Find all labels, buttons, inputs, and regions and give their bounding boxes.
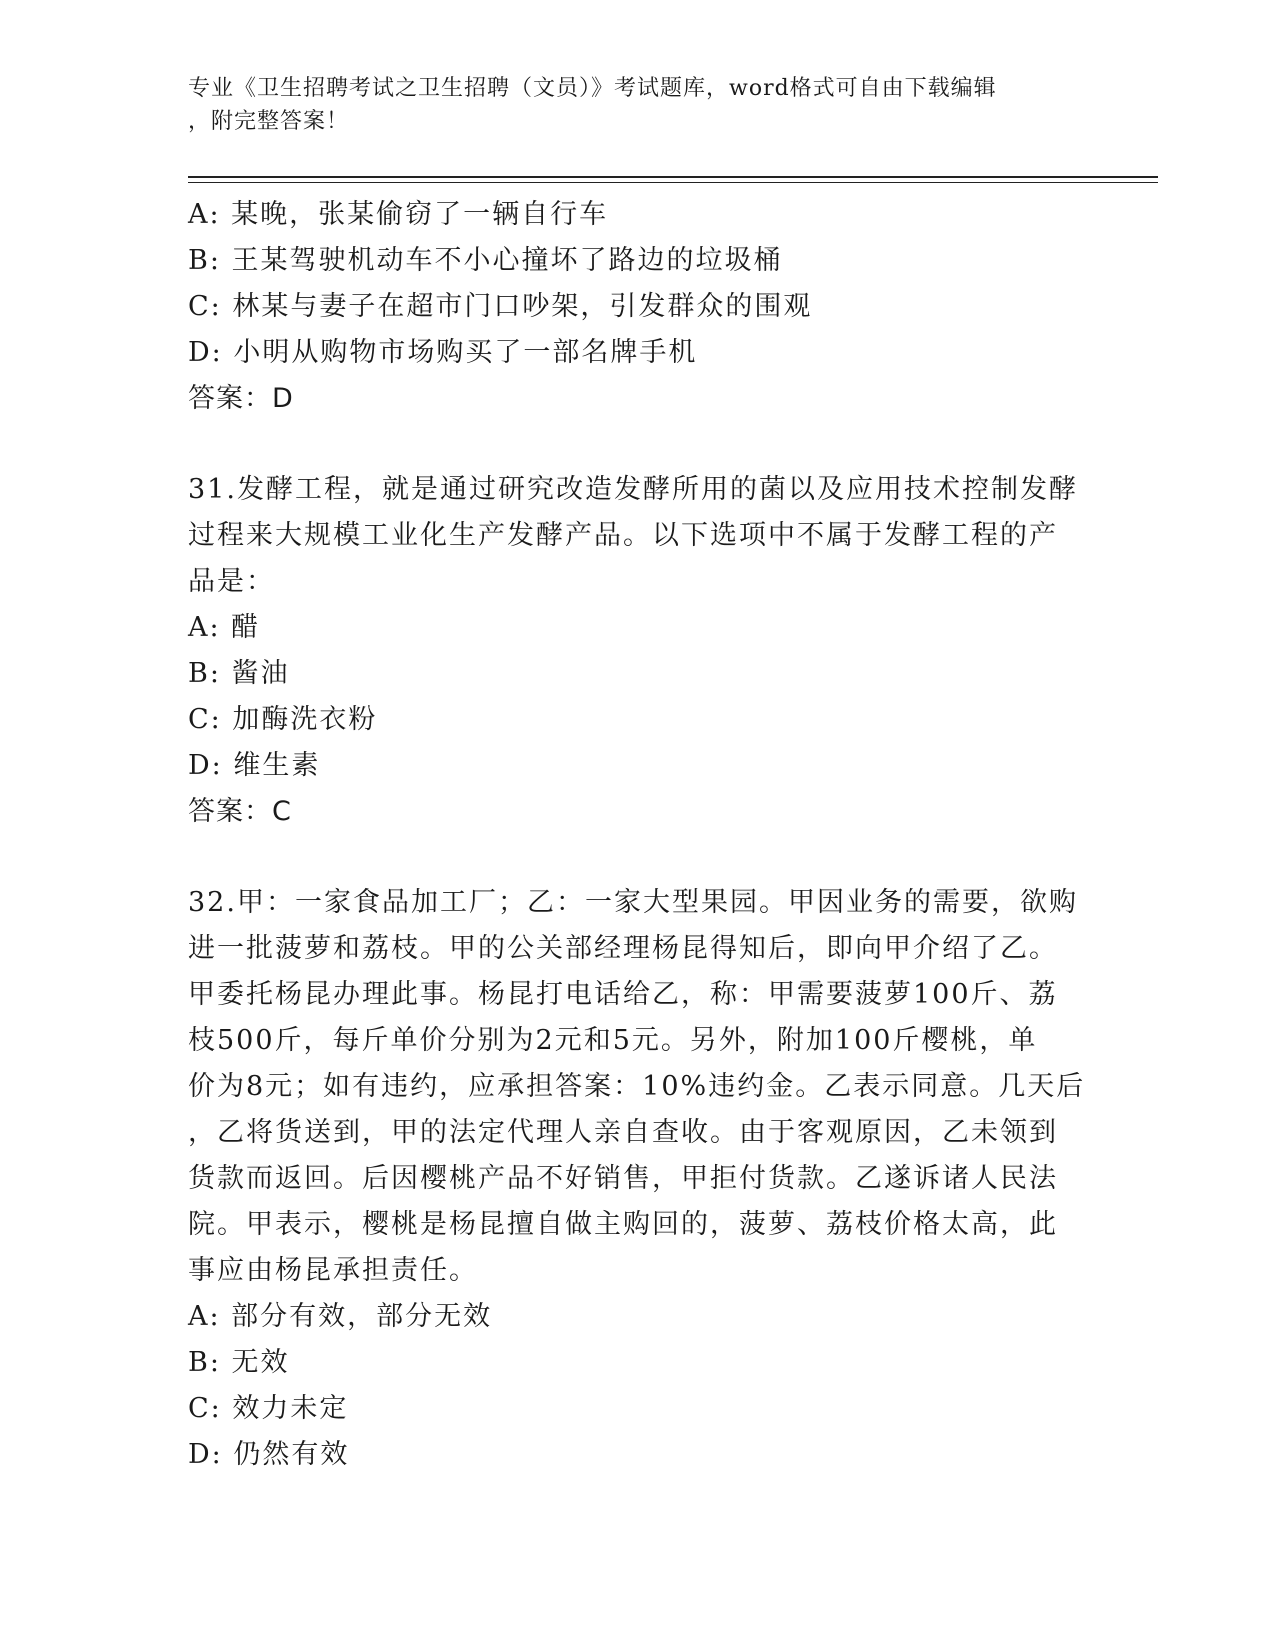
stem-line: ，乙将货送到，甲的法定代理人亲自查收。由于客观原因，乙未领到 [188,1117,1058,1148]
option-b: B: 无效 [188,1347,290,1378]
answer-line: 答案：D [188,383,294,414]
answer-line: 答案：C [188,796,292,827]
question-stem [188,880,1088,1294]
option-b: B: 王某驾驶机动车不小心撞坏了路边的垃圾桶 [188,245,783,276]
stem-line: 枝500斤，每斤单价分别为2元和5元。另外，附加100斤樱桃，单 [188,1025,1038,1056]
option-c: C: 效力未定 [188,1393,349,1424]
option-d: D: 小明从购物市场购买了一部名牌手机 [188,337,698,368]
header-divider-thick [188,176,1158,178]
option-c: C: 林某与妻子在超市门口吵架，引发群众的围观 [188,291,813,322]
question-30 [188,192,1088,422]
question-31 [188,467,1088,835]
stem-line: 品是： [188,566,275,597]
question-stem [188,467,1088,605]
question-32 [188,880,1088,1478]
stem-line: 价为8元；如有违约，应承担答案：10%违约金。乙表示同意。几天后 [188,1071,1086,1102]
stem-line: 过程来大规模工业化生产发酵产品。以下选项中不属于发酵工程的产 [188,520,1058,551]
stem-line: 事应由杨昆承担责任。 [188,1255,478,1286]
stem-line: 甲委托杨昆办理此事。杨昆打电话给乙，称：甲需要菠萝100斤、荔 [188,979,1058,1010]
option-d: D: 维生素 [188,750,321,781]
header-line-1: 专业《卫生招聘考试之卫生招聘（文员）》考试题库，word格式可自由下载编辑 [188,76,997,101]
option-a: A: 某晚，张某偷窃了一辆自行车 [188,199,609,230]
stem-line: 院。甲表示，樱桃是杨昆擅自做主购回的，菠萝、荔枝价格太高，此 [188,1209,1058,1240]
option-a: A: 部分有效，部分无效 [188,1301,493,1332]
stem-line: 进一批菠萝和荔枝。甲的公关部经理杨昆得知后，即向甲介绍了乙。 [188,933,1058,964]
option-c: C: 加酶洗衣粉 [188,704,378,735]
question-list [188,192,1088,1478]
option-a: A: 醋 [188,612,261,643]
option-d: D: 仍然有效 [188,1439,350,1470]
stem-line: 货款而返回。后因樱桃产品不好销售，甲拒付货款。乙遂诉诸人民法 [188,1163,1058,1194]
header-divider-thin [188,182,1158,183]
header-line-2: ，附完整答案！ [188,109,350,134]
stem-line: 31.发酵工程，就是通过研究改造发酵所用的菌以及应用技术控制发酵 [188,474,1078,505]
option-b: B: 酱油 [188,658,290,689]
stem-line: 32.甲：一家食品加工厂；乙：一家大型果园。甲因业务的需要，欲购 [188,887,1078,918]
document-header [188,72,1088,138]
